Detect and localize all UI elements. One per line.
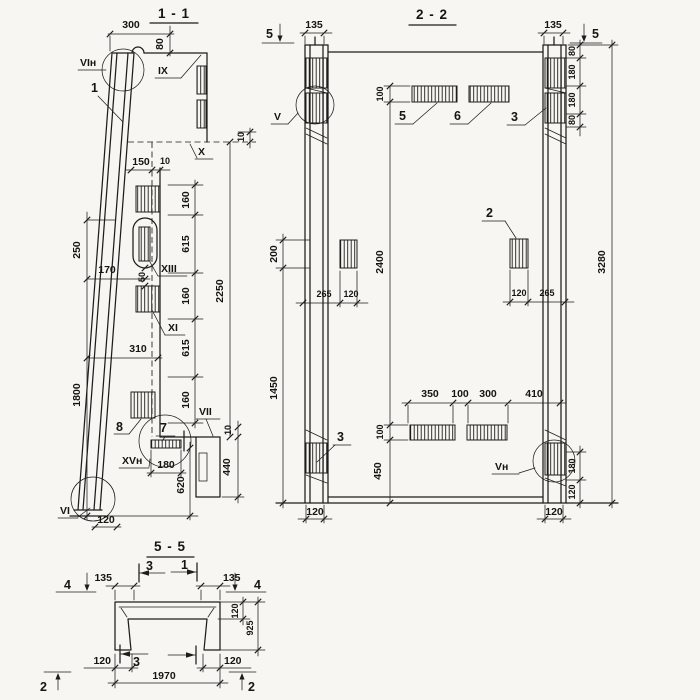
section-2-2-title: 2 - 2 — [415, 7, 449, 22]
callout-8: 8 — [116, 420, 123, 434]
section-5-5 — [40, 539, 266, 694]
svg-text:615: 615 — [180, 235, 192, 253]
svg-text:250: 250 — [71, 241, 83, 259]
svg-text:450: 450 — [372, 462, 384, 480]
svg-text:150: 150 — [132, 156, 150, 168]
svg-text:170: 170 — [98, 264, 116, 276]
dim-200-1450 — [268, 234, 310, 508]
svg-text:1450: 1450 — [268, 376, 280, 400]
dim-135-left-55 — [94, 572, 140, 600]
svg-text:180: 180 — [157, 459, 175, 471]
svg-text:2: 2 — [248, 680, 255, 694]
label-vii: VII — [199, 406, 212, 418]
dim-50: 50 — [137, 271, 147, 283]
svg-text:135: 135 — [305, 19, 323, 31]
label-v-n: Vн — [495, 461, 509, 473]
dim-120-265-right — [503, 270, 574, 306]
svg-text:120: 120 — [343, 289, 359, 299]
label-ix: IX — [158, 65, 168, 77]
svg-text:100: 100 — [375, 86, 385, 102]
callout-6: 6 — [454, 109, 461, 123]
svg-text:135: 135 — [544, 19, 562, 31]
callout-2: 2 — [486, 206, 493, 220]
embed-plate-6 — [469, 86, 509, 102]
svg-text:80: 80 — [154, 38, 166, 50]
svg-text:2400: 2400 — [374, 250, 386, 274]
embed-plate — [136, 286, 160, 312]
svg-text:310: 310 — [129, 343, 147, 355]
embed-plate — [340, 240, 357, 268]
section-1-1-title: 1 - 1 — [157, 6, 191, 21]
callout-3-top: 3 — [511, 110, 518, 124]
svg-text:925: 925 — [245, 620, 255, 636]
svg-text:200: 200 — [268, 245, 280, 263]
svg-text:5: 5 — [266, 27, 273, 41]
dim-180-bracket — [147, 450, 186, 477]
cut-marker-3-bottom — [120, 645, 148, 669]
dim-440-10 — [221, 421, 244, 503]
embed-plate — [467, 425, 507, 440]
dim-925 — [220, 597, 265, 656]
svg-text:120: 120 — [224, 655, 242, 667]
label-xi: XI — [168, 322, 178, 334]
cut-marker-2-right — [229, 672, 256, 694]
dim-2400-chain — [372, 83, 410, 506]
svg-text:3: 3 — [146, 559, 153, 573]
callout-7: 7 — [160, 421, 167, 435]
cut-marker-3-top — [139, 559, 165, 582]
dim-135-left — [300, 19, 332, 44]
svg-text:1: 1 — [181, 558, 188, 572]
svg-text:410: 410 — [525, 388, 543, 400]
cut-marker-1-bottom — [168, 646, 196, 664]
right-column — [543, 37, 566, 503]
callout-3-bottom: 3 — [337, 430, 344, 444]
column-elevation — [70, 47, 144, 516]
dim-chain-right — [168, 180, 203, 428]
dim-265-120-left — [296, 271, 368, 307]
svg-text:120: 120 — [93, 655, 111, 667]
dim-row-350-100-300-410 — [402, 388, 566, 423]
section-1-1 — [58, 6, 256, 530]
dim-10-top — [236, 128, 256, 148]
section-2-2 — [262, 7, 618, 523]
cut-marker-5-right — [570, 24, 602, 43]
label-x: X — [198, 146, 206, 158]
svg-text:80: 80 — [567, 114, 577, 126]
dim-2250 — [214, 139, 233, 440]
svg-text:1800: 1800 — [71, 383, 83, 407]
callout-1: 1 — [91, 81, 98, 95]
dim-1970 — [108, 670, 228, 686]
svg-text:5: 5 — [592, 27, 599, 41]
svg-text:1970: 1970 — [152, 670, 176, 682]
callout-5: 5 — [399, 109, 406, 123]
cut-marker-1-top — [171, 558, 197, 581]
svg-text:120: 120 — [230, 603, 240, 619]
label-vi-n-top: VIн — [80, 57, 97, 69]
bearing-plate — [151, 440, 181, 448]
svg-text:120: 120 — [97, 514, 115, 526]
dim-120-base-left — [298, 505, 332, 523]
svg-text:300: 300 — [479, 388, 497, 400]
svg-text:300: 300 — [122, 19, 140, 31]
embed-plate — [131, 392, 155, 418]
loop-bar — [139, 227, 150, 261]
embed-plate — [136, 186, 160, 212]
svg-text:135: 135 — [223, 572, 241, 584]
svg-text:265: 265 — [316, 289, 332, 299]
label-xv-n: XVн — [122, 455, 143, 467]
label-vi-bottom: VI — [60, 505, 70, 517]
dim-3280 — [596, 40, 615, 508]
label-xiii: XIII — [161, 263, 177, 275]
dim-chain-right-top — [566, 40, 618, 136]
svg-text:615: 615 — [180, 339, 192, 357]
embed-plate — [197, 100, 206, 128]
svg-text:10: 10 — [159, 156, 171, 166]
svg-text:4: 4 — [64, 578, 71, 592]
svg-text:4: 4 — [254, 578, 261, 592]
svg-text:2250: 2250 — [214, 279, 226, 303]
svg-text:160: 160 — [180, 391, 192, 409]
dim-80 — [154, 26, 173, 56]
svg-text:2: 2 — [40, 680, 47, 694]
svg-text:120: 120 — [511, 288, 527, 298]
left-column — [305, 37, 328, 503]
svg-text:440: 440 — [221, 458, 233, 476]
node-circle-vi-top — [102, 49, 144, 91]
embed-plate — [410, 425, 455, 440]
dim-chain-left — [71, 212, 115, 520]
svg-text:100: 100 — [375, 424, 385, 440]
svg-text:160: 160 — [180, 191, 192, 209]
svg-text:180: 180 — [567, 92, 577, 108]
embed-plate — [197, 66, 206, 94]
bracket-notch — [199, 453, 207, 481]
cut-marker-4-left — [56, 573, 96, 592]
dim-620 — [102, 442, 198, 520]
dim-120-base-right — [537, 505, 571, 523]
dim-150-10 — [126, 156, 170, 173]
svg-text:620: 620 — [175, 476, 187, 494]
svg-text:265: 265 — [539, 288, 555, 298]
svg-text:180: 180 — [567, 458, 577, 474]
label-v: V — [274, 111, 282, 123]
svg-text:135: 135 — [94, 572, 112, 584]
section-5-5-title: 5 - 5 — [153, 539, 187, 554]
svg-text:120: 120 — [545, 506, 563, 518]
svg-text:3280: 3280 — [596, 250, 608, 274]
svg-text:120: 120 — [306, 506, 324, 518]
svg-text:180: 180 — [567, 64, 577, 80]
channel-profile — [115, 602, 220, 650]
embed-plate-5 — [412, 86, 457, 102]
svg-text:120: 120 — [567, 484, 577, 500]
svg-text:80: 80 — [567, 45, 577, 57]
svg-text:100: 100 — [451, 388, 469, 400]
svg-text:350: 350 — [421, 388, 439, 400]
svg-text:10: 10 — [223, 424, 233, 436]
svg-text:10: 10 — [236, 131, 246, 143]
dim-chain-right-bottom — [566, 446, 586, 508]
svg-text:3: 3 — [133, 655, 140, 669]
svg-text:160: 160 — [180, 287, 192, 305]
embed-plate-2 — [510, 239, 528, 268]
cut-marker-2-left — [40, 672, 71, 694]
cut-marker-5-left — [262, 24, 294, 43]
